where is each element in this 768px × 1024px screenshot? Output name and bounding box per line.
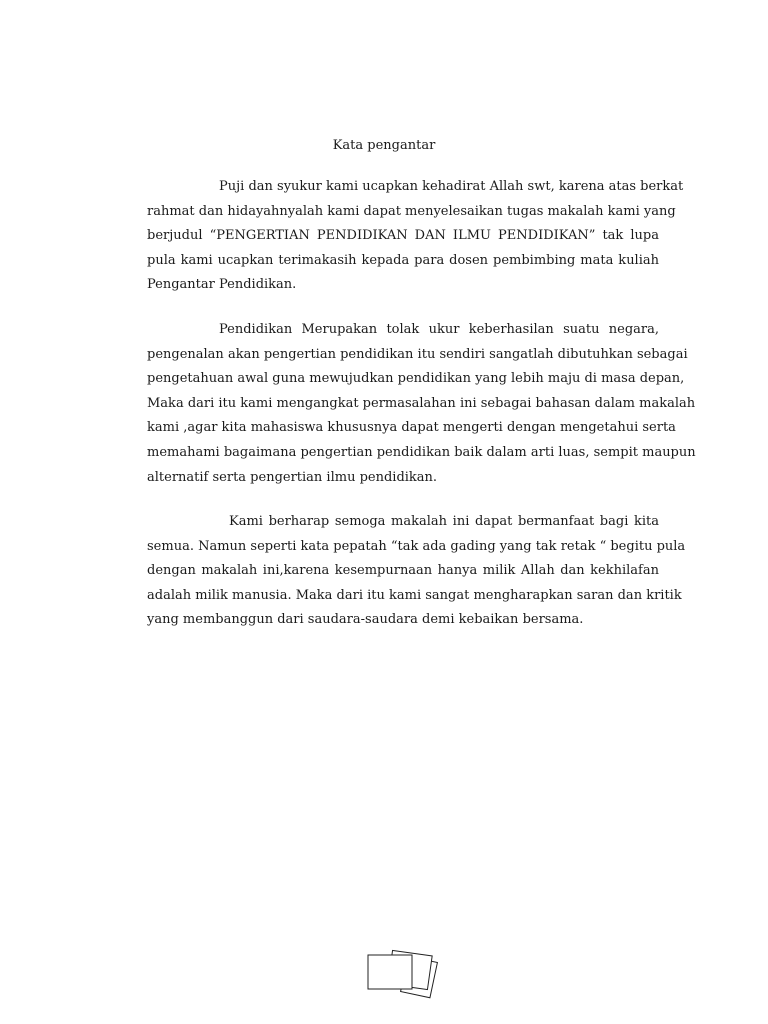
paragraph-line: adalah milik manusia. Maka dari itu kami sangat mengharapkan saran dan kritik — [147, 587, 682, 603]
paragraph-line: Pengantar Pendidikan. — [147, 277, 297, 293]
paragraph-1 — [147, 175, 684, 298]
paragraph-line: Pendidikan Merupakan tolak ukur keberhasilan suatu negara, — [219, 322, 659, 337]
document-title: Kata pengantar — [332, 138, 436, 153]
paragraph-2 — [147, 318, 696, 490]
paragraph-line: Puji dan syukur kami ucapkan kehadirat Allah swt, karena atas berkat — [219, 179, 684, 194]
paragraph-line: Maka dari itu kami mengangkat permasalahan ini sebagai bahasan dalam makalah — [147, 395, 696, 411]
paragraph-line: semua. Namun seperti kata pepatah “tak ada gading yang tak retak “ begitu pula — [147, 538, 686, 554]
paragraph-line: pengenalan akan pengertian pendidikan itu sendiri sangatlah dibutuhkan sebagai — [147, 346, 688, 362]
paragraph-line: pula kami ucapkan terimakasih kepada para dosen pembimbing mata kuliah — [147, 252, 659, 268]
stacked-pages-icon — [364, 945, 444, 1005]
paragraph-line: berjudul “PENGERTIAN PENDIDIKAN DAN ILMU PENDIDIKAN” tak lupa — [147, 228, 659, 244]
paragraph-line: Kami berharap semoga makalah ini dapat bermanfaat bagi kita — [229, 514, 659, 529]
paragraph-line: memahami bagaimana pengertian pendidikan baik dalam arti luas, sempit maupun — [147, 444, 696, 460]
paragraph-line: dengan makalah ini,karena kesempurnaan hanya milik Allah dan kekhilafan — [147, 563, 659, 579]
paragraph-line: rahmat dan hidayahnyalah kami dapat menyelesaikan tugas makalah kami yang — [147, 203, 676, 219]
paragraph-line: alternatif serta pengertian ilmu pendidikan. — [147, 469, 438, 485]
paragraph-line: yang membanggun dari saudara-saudara demi kebaikan bersama. — [147, 612, 584, 628]
paragraph-3 — [147, 510, 686, 633]
paragraph-line: kami ,agar kita mahasiswa khususnya dapat mengerti dengan mengetahui serta — [147, 420, 676, 436]
paragraph-line: pengetahuan awal guna mewujudkan pendidikan yang lebih maju di masa depan, — [147, 371, 685, 387]
